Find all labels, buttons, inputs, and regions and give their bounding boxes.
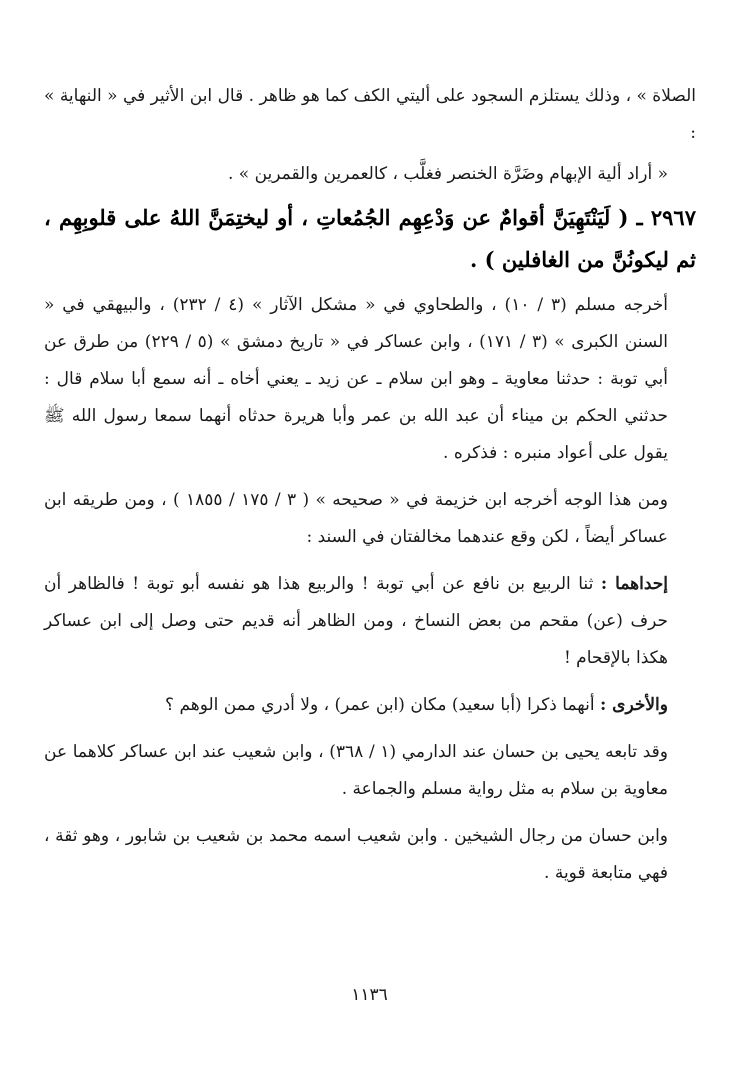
first-discrepancy-paragraph [44, 566, 696, 677]
first-discrepancy-text: ثنا الربيع بن نافع عن أبي توبة ! والربيع هذا هو نفسه أبو توبة ! فالظاهر أن حرف (عن) مقحم من بعض النساخ ، ومن الظاهر أنه قديم حتى وصل إلى ابن عساكر هكذا بالإقحام ! [44, 574, 668, 668]
second-discrepancy-paragraph [44, 687, 696, 724]
second-discrepancy-label: والأخرى : [599, 695, 668, 715]
document-page [44, 78, 696, 892]
takhrij-paragraph: أخرجه مسلم (٣ / ١٠) ، والطحاوي في « مشكل الآثار » (٤ / ٢٣٢) ، والبيهقي في « السنن الكبرى » (٣ / ١٧١) ، وابن عساكر في « تاريخ دمشق » (٥ / ٢٢٩) من طرق عن أبي توبة : حدثنا معاوية ـ وهو ابن سلام ـ عن زيد ـ يعني أخاه ـ أنه سمع أبا سلام قال : حدثني الحكم بن ميناء أن عبد الله بن عمر وأبا هريرة حدثاه أنهما سمعا رسول الله ﷺ يقول على أعواد منبره : فذكره . [44, 295, 668, 463]
hadith-heading: ٢٩٦٧ ـ ( لَيَنْتَهِيَنَّ أقوامٌ عن وَدْعِهِم الجُمُعاتِ ، أو ليختِمَنَّ اللهُ على قلوبِهِم ، ثم ليكونُنَّ من الغافلين ) . [44, 205, 696, 272]
mutaba-paragraph: وقد تابعه يحيى بن حسان عند الدارمي (١ / ٣٦٨) ، وابن شعيب عند ابن عساكر كلاهما عن معاوية بن سلام به مثل رواية مسلم والجماعة . [44, 742, 668, 799]
wajh-paragraph: ومن هذا الوجه أخرجه ابن خزيمة في « صحيحه » ( ٣ / ١٧٥ / ١٨٥٥ ) ، ومن طريقه ابن عساكر أيضاً ، لكن وقع عندهما مخالفتان في السند : [44, 490, 669, 547]
nihaya-quote: « أراد ألية الإبهام وضَرَّة الخنصر فغلَّب ، كالعمرين والقمرين » . [227, 164, 668, 184]
first-discrepancy-label: إحداهما : [600, 574, 668, 594]
second-discrepancy-text: أنهما ذكرا (أبا سعيد) مكان (ابن عمر) ، ولا أدري ممن الوهم ؟ [165, 695, 600, 715]
page-number: ١١٣٦ [351, 985, 388, 1005]
intro-paragraph: الصلاة » ، وذلك يستلزم السجود على أليتي الكف كما هو ظاهر . قال ابن الأثير في « النهاية » : [44, 86, 696, 143]
closing-paragraph: وابن حسان من رجال الشيخين . وابن شعيب اسمه محمد بن شعيب بن شابور ، وهو ثقة ، فهي متابعة قوية . [44, 826, 668, 883]
